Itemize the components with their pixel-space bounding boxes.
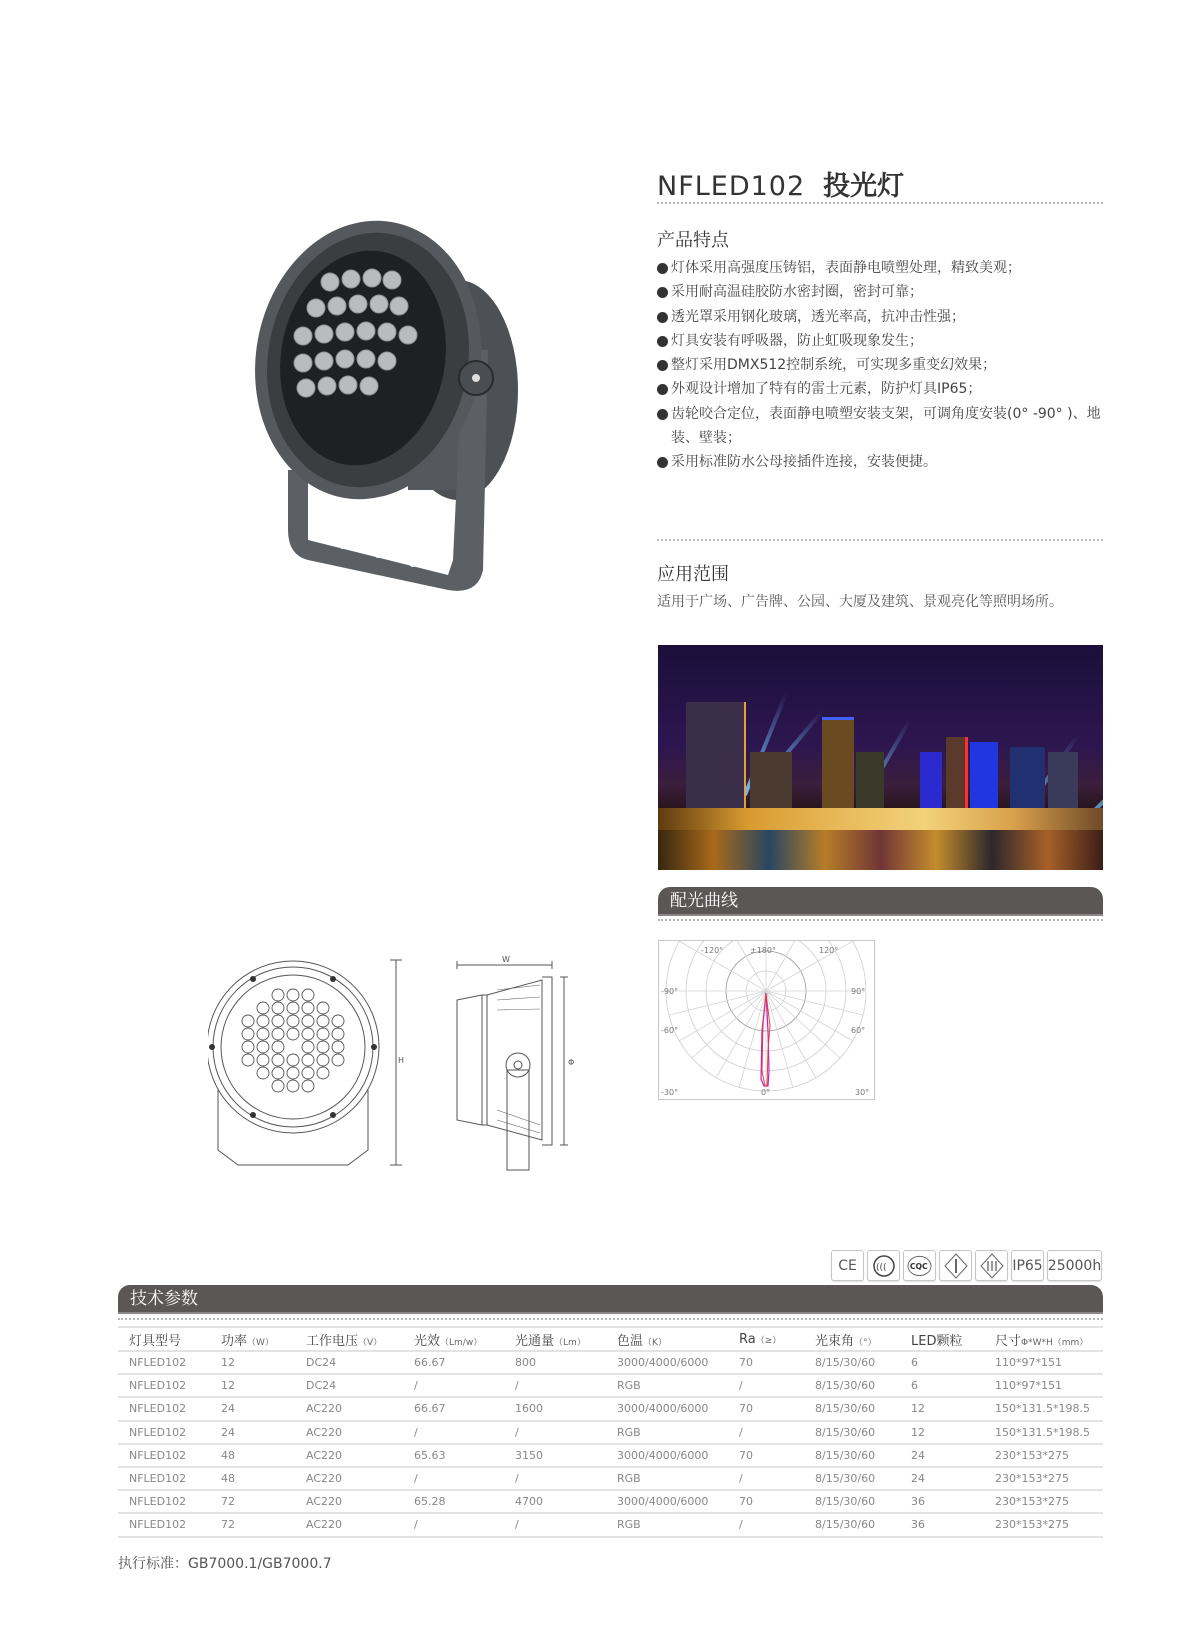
height-dimension-label: H xyxy=(398,1056,405,1065)
light-distribution-header xyxy=(658,887,1103,915)
specs-title: 技术参数 xyxy=(130,1289,198,1309)
table-row: NFLED102 72 AC220 / / RGB / 8/15/30/60 36 230*153*275 xyxy=(118,1513,1103,1536)
col-ra: Ra（≥） xyxy=(728,1327,804,1351)
ip65-badge xyxy=(1011,1250,1044,1281)
feature-item: 齿轮咬合定位，表面静电喷塑安装支架，可调角度安装(0° -90° )、地装、壁装； xyxy=(657,402,1107,451)
polar-label-30: 30° xyxy=(855,1088,870,1097)
col-beam-angle: 光束角（°） xyxy=(804,1327,900,1351)
diameter-dimension-label: Φ xyxy=(568,1058,575,1067)
polar-label-90: 90° xyxy=(851,987,866,996)
features-list xyxy=(657,256,1107,475)
feature-item: 灯具安装有呼吸器，防止虹吸现象发生； xyxy=(657,329,1107,353)
ce-label: CE xyxy=(838,1257,857,1274)
table-row: NFLED102 48 AC220 / / RGB / 8/15/30/60 24 230*153*275 xyxy=(118,1467,1103,1490)
polar-label-neg90: -90° xyxy=(661,987,679,996)
col-cct: 色温（K） xyxy=(606,1327,728,1351)
product-image xyxy=(248,200,548,595)
svg-text:(((: ((( xyxy=(875,1262,887,1273)
polar-label-180: ±180° xyxy=(750,946,776,955)
table-row: NFLED102 24 AC220 / / RGB / 8/15/30/60 12 150*131.5*198.5 xyxy=(118,1421,1103,1444)
polar-label-120: 120° xyxy=(819,946,839,955)
polar-label-60: 60° xyxy=(851,1026,866,1035)
standard-text: 执行标准：GB7000.1/GB7000.7 xyxy=(118,1556,332,1572)
feature-item: 采用耐高温硅胶防水密封圈，密封可靠； xyxy=(657,280,1107,304)
specs-table xyxy=(118,1326,1103,1538)
ccc-mark-icon xyxy=(867,1250,900,1281)
feature-item: 透光罩采用钢化玻璃，透光率高，抗冲击性强； xyxy=(657,305,1107,329)
col-model: 灯具型号 xyxy=(118,1327,210,1351)
ip65-label: IP65 xyxy=(1012,1257,1043,1274)
cqc-mark-icon xyxy=(903,1250,936,1281)
lifetime-label: 25000h xyxy=(1047,1257,1102,1274)
polar-label-neg60: -60° xyxy=(661,1026,679,1035)
class-i-icon xyxy=(939,1250,972,1281)
table-row: NFLED102 12 DC24 / / RGB / 8/15/30/60 6 110*97*151 xyxy=(118,1374,1103,1397)
width-dimension-label: W xyxy=(502,955,510,964)
ce-mark-icon xyxy=(831,1250,864,1281)
feature-item: 整灯采用DMX512控制系统，可实现多重变幻效果； xyxy=(657,353,1107,377)
light-distribution-divider xyxy=(658,919,1103,921)
product-name: 投光灯 xyxy=(823,171,905,202)
table-row: NFLED102 72 AC220 65.28 4700 3000/4000/6000 70 8/15/30/60 36 230*153*275 xyxy=(118,1490,1103,1513)
table-row: NFLED102 48 AC220 65.63 3150 3000/4000/6000 70 8/15/30/60 24 230*153*275 xyxy=(118,1444,1103,1467)
features-divider xyxy=(657,539,1103,541)
class-iii-icon xyxy=(975,1250,1008,1281)
application-text: 适用于广场、广告牌、公园、大厦及建筑、景观亮化等照明场所。 xyxy=(657,594,1063,610)
specs-header xyxy=(118,1285,1103,1313)
table-row: NFLED102 12 DC24 66.67 800 3000/4000/6000 70 8/15/30/60 6 110*97*151 xyxy=(118,1351,1103,1374)
feature-item: 外观设计增加了特有的雷士元素，防护灯具IP65； xyxy=(657,377,1107,401)
polar-label-neg30: -30° xyxy=(661,1088,679,1097)
col-voltage: 工作电压（V） xyxy=(295,1327,403,1351)
table-row: NFLED102 24 AC220 66.67 1600 3000/4000/6000 70 8/15/30/60 12 150*131.5*198.5 xyxy=(118,1397,1103,1420)
specs-bar-line xyxy=(118,1312,1103,1314)
col-power: 功率（W） xyxy=(210,1327,295,1351)
application-heading: 应用范围 xyxy=(657,564,729,585)
light-distribution-bar-line xyxy=(658,914,1103,916)
title-divider xyxy=(657,202,1103,204)
certification-badges xyxy=(831,1250,1102,1281)
polar-chart xyxy=(658,940,875,1100)
front-view-drawing xyxy=(208,955,408,1180)
svg-text:CQC: CQC xyxy=(909,1261,928,1271)
side-view-drawing xyxy=(452,955,587,1180)
col-efficacy: 光效（Lm/w） xyxy=(403,1327,504,1351)
light-distribution-title: 配光曲线 xyxy=(670,891,738,911)
polar-label-0: 0° xyxy=(761,1088,771,1097)
model-number: NFLED102 xyxy=(657,171,806,202)
feature-item: 灯体采用高强度压铸铝，表面静电喷塑处理，精致美观； xyxy=(657,256,1107,280)
specs-divider xyxy=(118,1318,1103,1320)
features-heading: 产品特点 xyxy=(657,230,729,251)
lifetime-badge xyxy=(1047,1250,1102,1281)
col-led-count: LED颗粒 xyxy=(900,1327,984,1351)
page-title xyxy=(657,164,904,203)
table-header-row xyxy=(118,1327,1103,1351)
application-photo xyxy=(658,645,1103,870)
feature-item: 采用标准防水公母接插件连接，安装便捷。 xyxy=(657,450,1107,474)
polar-label-neg120: -120° xyxy=(701,946,724,955)
col-size: 尺寸Φ*W*H（mm） xyxy=(984,1327,1103,1351)
col-lumens: 光通量（Lm） xyxy=(504,1327,606,1351)
